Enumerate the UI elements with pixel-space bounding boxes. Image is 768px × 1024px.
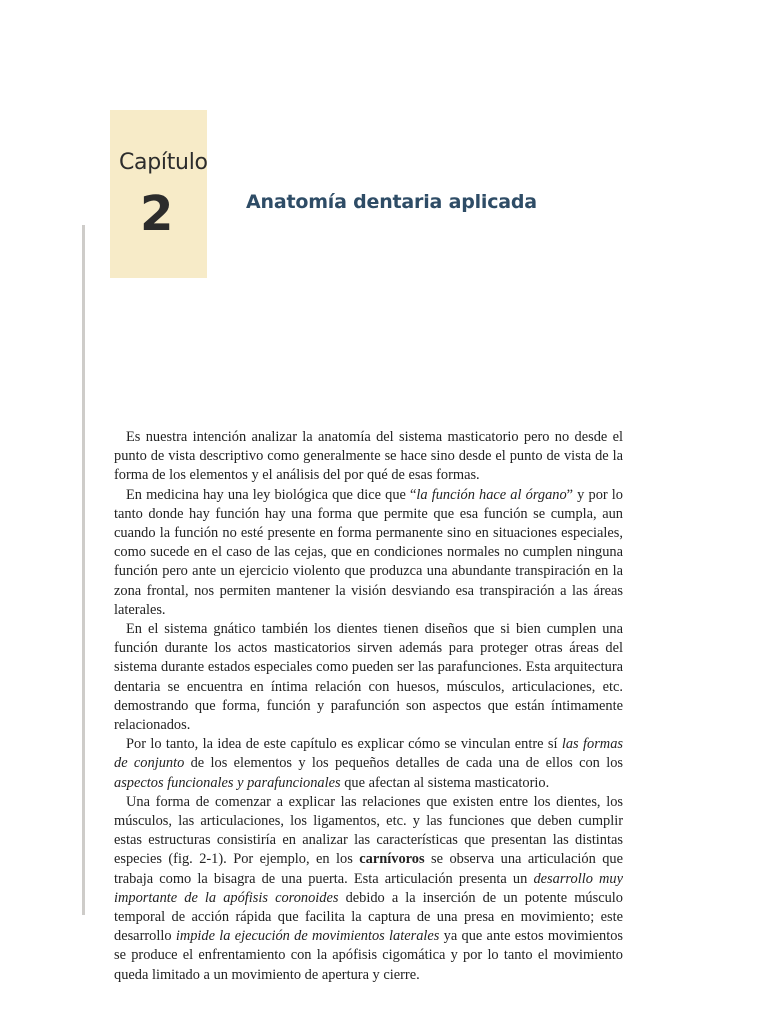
paragraph-text: Es nuestra intención analizar la anatomía del sistema masticatorio pero no desde el punto de vista descriptivo como generalmente se hace sino desde el punto de vista de la forma de los elementos y el análisis del por qué de esas formas. [114, 429, 623, 484]
bold-text: carnívoros [359, 851, 425, 868]
paragraph-text: En medicina hay una ley biológica que dice que “ [126, 486, 417, 503]
paragraph-text: ” y por lo tanto donde hay función hay una forma que permite que esa función se cumpla, aun cuando la función no esté presente en forma permanente sino en situaciones especiales, como sucede en el caso de las cejas, que en condiciones normales no cumplen ninguna función pero ante un ejercicio violento que produzca una abundante transpiración en la zona frontal, nos permiten mantener la visión desviando esa transpiración a las áreas laterales. [114, 486, 623, 618]
paragraph-text: En el sistema gnático también los dientes tienen diseños que si bien cumplen una función durante los actos masticatorios sirven además para proteger otras áreas del sistema durante estados especiales como pueden ser las parafunciones. Esta arquitectura dentaria se encuentra en íntima relación con huesos, músculos, articulaciones, etc. demostrando que forma, función y parafunción son aspectos que están íntimamente relacionados. [114, 621, 623, 734]
scan-page-edge [82, 225, 85, 915]
italic-text: impide la ejecución de movimientos laterales [175, 928, 440, 945]
paragraph [114, 486, 623, 620]
italic-text: aspectos funcionales y parafuncionales [114, 774, 341, 791]
paragraph-text: de los elementos y los pequeños detalles de cada una de ellos con los [184, 755, 623, 772]
paragraph-text: que afectan al sistema masticatorio. [340, 774, 550, 791]
body-text [114, 428, 623, 985]
paragraph [114, 793, 623, 985]
paragraph [114, 620, 623, 735]
paragraph-text: Por lo tanto, la idea de este capítulo es explicar cómo se vinculan entre sí [126, 736, 562, 753]
paragraph-text: ya que ante estos movimientos se produce el enfrentamiento con la apófisis cigomática y por lo tanto el movimiento queda limitado a un movimiento de apertura y cierre. [114, 928, 624, 983]
chapter-label: Capítulo [119, 150, 208, 175]
paragraph [114, 428, 623, 486]
paragraph-text: se observa una articulación que trabaja como la bisagra de una puerta. Esta articulación presenta un [114, 851, 623, 887]
paragraph-text: debido a la inserción de un potente músculo temporal de acción rápida que facilita la captura de una presa en movimiento; este desarrollo [114, 889, 623, 945]
italic-text: las formas de conjunto [114, 736, 623, 772]
chapter-number: 2 [140, 186, 174, 242]
italic-text: la función hace al órgano [416, 486, 567, 503]
paragraph [114, 735, 623, 793]
chapter-title: Anatomía dentaria aplicada [246, 191, 537, 213]
paragraph-text: Una forma de comenzar a explicar las relaciones que existen entre los dientes, los músculos, las articulaciones, los ligamentos, etc. y las funciones que deben cumplir estas estructuras consistiría en analizar las características que presentan las distintas especies (fig. 2-1). Por ejemplo, en los [114, 793, 623, 868]
italic-text: desarrollo muy importante de la apófisis coronoides [114, 870, 623, 906]
